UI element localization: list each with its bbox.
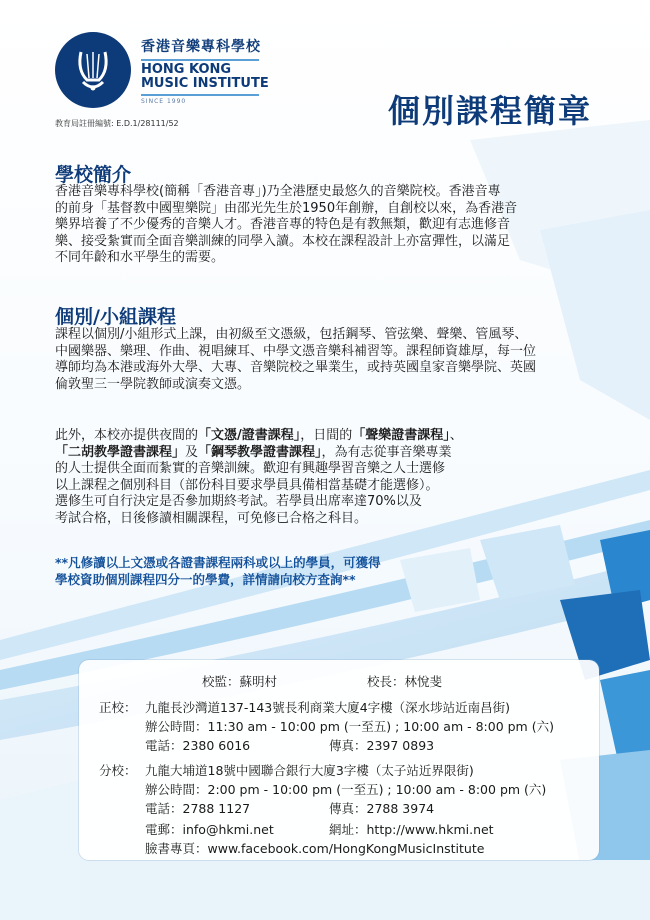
website: 網址：http://www.hkmi.net (329, 822, 494, 837)
text-span: ，為有志從事音樂專業 (321, 444, 452, 460)
principal: 校長：林悅斐 (367, 674, 443, 689)
branch-campus-hours: 辦公時間：2:00 pm - 10:00 pm (一至五) ; 10:00 am - 8:00 pm (六) (145, 782, 547, 797)
text-line: 以上課程之個別科目（部份科目要求學員具備相當基礎才能選修）。 (55, 477, 439, 493)
main-campus-tel: 電話：2380 6016 (145, 738, 251, 753)
subsidy-note (55, 554, 525, 588)
text-span: 此外，本校亦提供夜間的 (55, 428, 199, 443)
page-title: 個別課程簡章 (387, 92, 592, 130)
email: 電郵：info@hkmi.net (145, 822, 274, 837)
logo-divider (141, 59, 259, 61)
text-line (55, 428, 555, 445)
branch-campus-address: 九龍大埔道18號中國聯合銀行大廈3字樓（太子站近界限街) (145, 763, 474, 778)
text-line: 不同年齡和水平學生的需要。 (55, 250, 225, 265)
text-line: 導師均為本港或海外大學、大專、音樂院校之畢業生，或持英國皇家音樂學院、英國 (55, 360, 537, 375)
courses-paragraph (55, 327, 600, 393)
text-line: 學校資助個別課程四分一的學費，詳情請向校方查詢** (55, 572, 356, 587)
main-campus-fax: 傳真：2397 0893 (329, 738, 435, 753)
text-line (55, 445, 555, 462)
text-line: 倫敦聖三一學院教師或演奏文憑。 (55, 376, 251, 392)
text-span: 及 (185, 444, 199, 460)
text-line: 選修生可自行決定是否參加期終考試。若學員出席率達70%以及 (55, 494, 422, 509)
text-line: 的人士提供全面而紮實的音樂訓練。歡迎有興趣學習音樂之人士選修 (55, 461, 446, 476)
text-line: 中國樂器、樂理、作曲、視唱練耳、中學文憑音樂科補習等。課程師資雄厚，每一位 (55, 343, 537, 359)
school-logo (55, 32, 269, 108)
text-line: 的前身「基督教中國聖樂院」由邵光先生於1950年創辦，自創校以來，為香港音 (55, 200, 518, 216)
logo-chinese-name: 香港音樂專科學校 (141, 38, 261, 55)
logo-wordmark (141, 36, 269, 105)
text-span: ，日間的 (300, 428, 353, 443)
course-name: 「聲樂證書課程」 (352, 428, 450, 443)
text-line: 考試合格，日後修讀相關課程，可免修已合格之科目。 (55, 510, 368, 526)
course-name: 「文憑/證書課程」 (198, 428, 301, 443)
logo-emblem (55, 32, 131, 108)
logo-since: SINCE 1990 (141, 97, 187, 105)
course-name: 「二胡教學證書課程」 (55, 444, 186, 460)
logo-divider (141, 94, 259, 96)
supervisor: 校監：蘇明村 (202, 674, 278, 689)
courses-heading: 個別/小組課程 (55, 306, 176, 328)
bg-block (0, 780, 80, 920)
text-line: 課程以個別/小組形式上課，由初級至文憑級，包括鋼琴、管弦樂、聲樂、管風琴、 (55, 327, 528, 342)
main-campus-hours: 辦公時間：11:30 am - 10:00 pm (一至五) ; 10:00 am - 8:00 pm (六) (145, 719, 554, 734)
logo-english-line2: MUSIC INSTITUTE (141, 75, 269, 91)
about-heading: 學校簡介 (55, 164, 132, 186)
registration-number: 教育局註冊編號: E.D.1/28111/52 (55, 119, 179, 128)
facebook-page: 臉書專頁：www.facebook.com/HongKongMusicInstitute (145, 841, 485, 856)
text-span: 、 (449, 428, 463, 443)
about-paragraph (55, 184, 600, 267)
logo-english-line1: HONG KONG (141, 61, 232, 77)
branch-campus-label: 分校： (99, 763, 137, 778)
branch-campus-tel: 電話：2788 1127 (145, 801, 251, 816)
contact-info-box (79, 660, 599, 860)
bg-bottom (0, 860, 650, 920)
branch-campus-fax: 傳真：2788 3974 (329, 801, 435, 816)
courses-extra-paragraph (55, 428, 555, 527)
main-campus-label: 正校： (99, 700, 137, 715)
lyre-icon (67, 44, 119, 96)
text-line: **凡修讀以上文憑或各證書課程兩科或以上的學員，可獲得 (55, 555, 381, 570)
text-line: 樂、接受紮實而全面音樂訓練的同學入讀。本校在課程設計上亦富彈性，以滿足 (55, 233, 511, 249)
course-name: 「鋼琴教學證書課程」 (198, 444, 322, 460)
text-line: 香港音樂專科學校(簡稱「香港音專」)乃全港歷史最悠久的音樂院校。香港音專 (55, 184, 501, 199)
main-campus-address: 九龍長沙灣道137-143號長利商業大廈4字樓（深水埗站近南昌街) (145, 700, 511, 715)
text-line: 樂界培養了不少優秀的音樂人才。香港音專的特色是有教無類，歡迎有志進修音 (55, 217, 511, 232)
